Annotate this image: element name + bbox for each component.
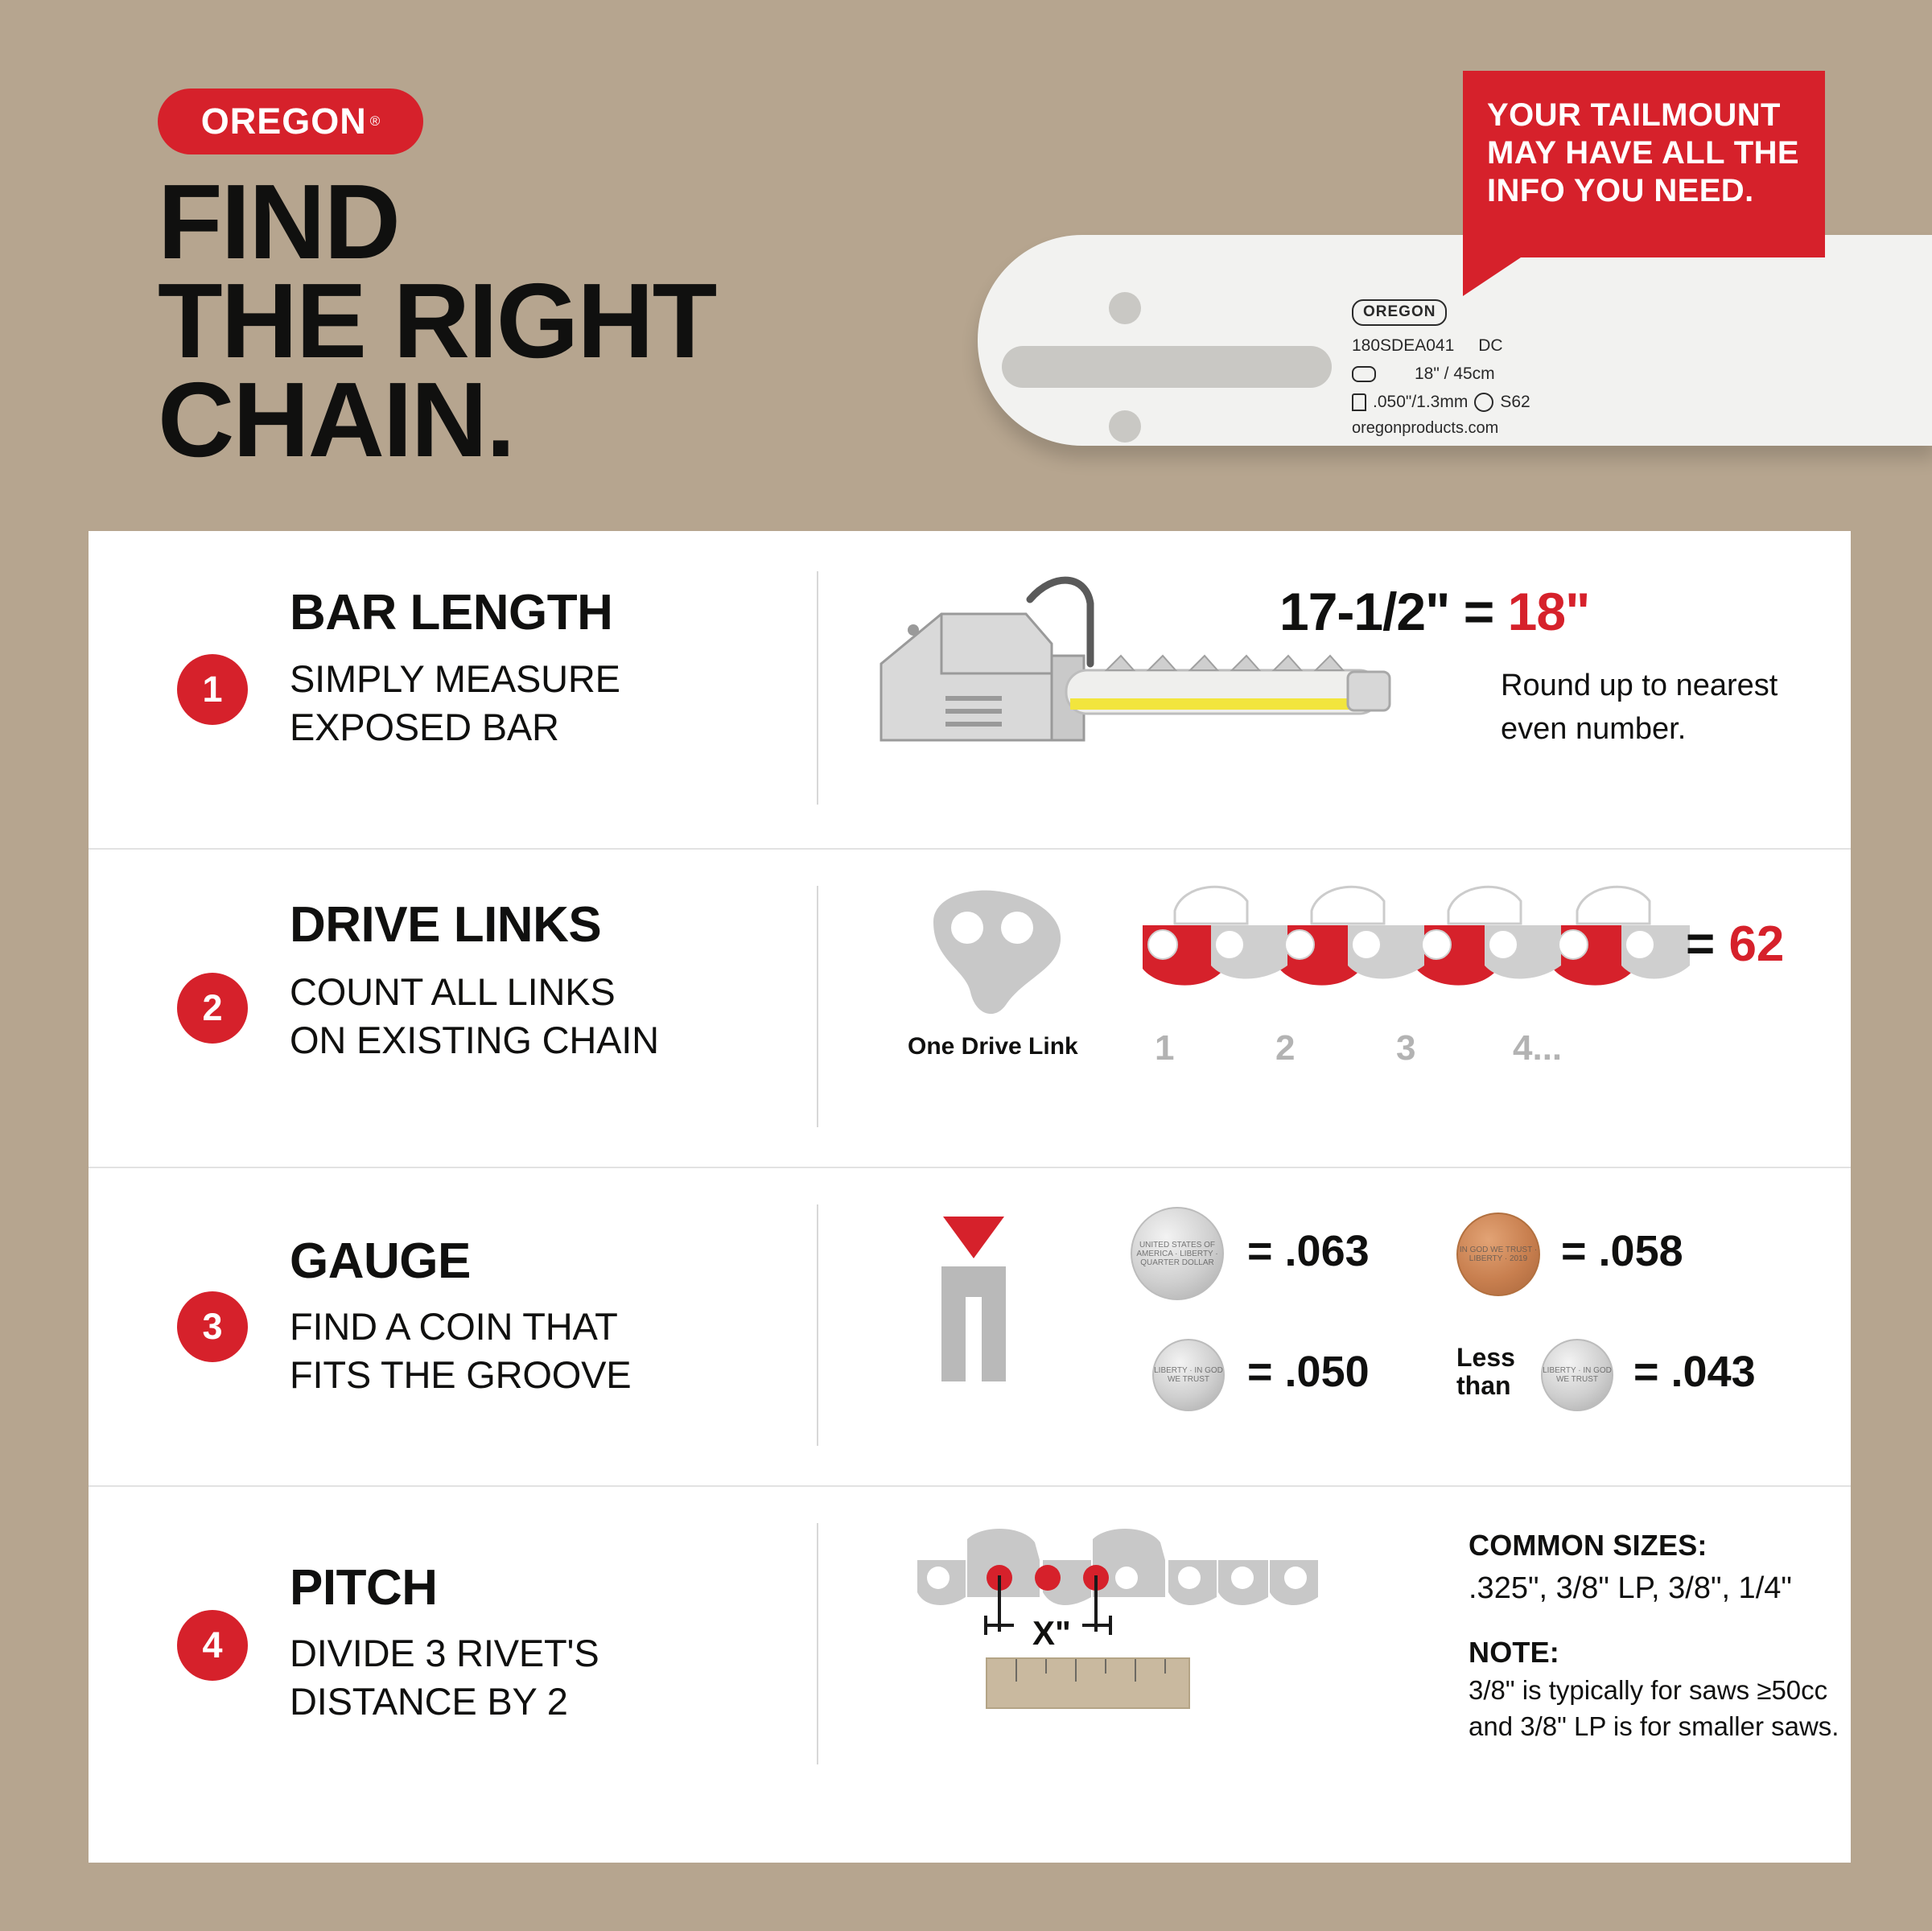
dime-small-gauge-value: = .043	[1633, 1348, 1756, 1396]
step-title: GAUGE	[290, 1233, 471, 1289]
step-row-gauge	[89, 1167, 1851, 1485]
ruler-tick	[1015, 1659, 1017, 1682]
tailmount-callout	[1463, 71, 1825, 257]
drive-link-count-1: 1	[1155, 1028, 1175, 1068]
tailmount-drive-links: S62	[1500, 392, 1530, 411]
dime-coin-icon-small	[1541, 1339, 1613, 1411]
ruler-tick	[1075, 1659, 1077, 1682]
step-number-badge: 1	[177, 654, 248, 725]
row-divider	[817, 571, 818, 805]
step-number-badge: 4	[177, 1610, 248, 1681]
drive-link-count-4: 4...	[1513, 1028, 1563, 1068]
common-sizes-title: COMMON SIZES:	[1469, 1529, 1707, 1562]
tailmount-label	[1352, 299, 1561, 440]
rounded-value: 18"	[1507, 582, 1590, 641]
drive-links-total-value: 62	[1728, 916, 1785, 972]
step-title: DRIVE LINKS	[290, 897, 602, 953]
row-divider	[817, 1204, 818, 1446]
bar-length-note-line-2: even number.	[1501, 712, 1687, 746]
step-title: BAR LENGTH	[290, 585, 613, 640]
bar-groove-icon	[925, 1208, 1054, 1402]
step-subtitle-line-1: SIMPLY MEASURE	[290, 657, 620, 700]
drive-links-total: = 62	[1686, 916, 1785, 972]
bar-length-measured	[1279, 581, 1589, 642]
pitch-x-label: X"	[1032, 1614, 1071, 1652]
chain-strip-illustration	[1127, 866, 1706, 1011]
penny-face-text: IN GOD WE TRUST · LIBERTY · 2019	[1459, 1245, 1538, 1263]
tailmount-bar-length: 18" / 45cm	[1415, 364, 1495, 383]
step-number-badge: 3	[177, 1291, 248, 1362]
row-divider	[817, 886, 818, 1127]
bar-length-note-line-1: Round up to nearest	[1501, 669, 1778, 702]
headline-line-1: FIND	[158, 163, 399, 281]
less-than-label: Less than	[1456, 1343, 1515, 1401]
tailmount-url: oregonproducts.com	[1352, 419, 1499, 438]
oregon-logo-text: OREGON	[200, 101, 367, 142]
step-subtitle-line-1: DIVIDE 3 RIVET'S	[290, 1632, 599, 1674]
pitch-measure-bracket	[978, 1575, 1243, 1648]
guide-bar-hole	[1109, 410, 1141, 443]
bar-icon	[1352, 366, 1376, 382]
header	[0, 0, 1932, 531]
callout-pointer-icon	[1463, 257, 1521, 296]
note-line-2: and 3/8" LP is for smaller saws.	[1469, 1711, 1839, 1741]
step-row-drive-links	[89, 848, 1851, 1167]
tailmount-gauge: .050"/1.3mm	[1373, 392, 1469, 411]
common-sizes-value: .325", 3/8" LP, 3/8", 1/4"	[1469, 1571, 1792, 1605]
measured-value: 17-1/2" =	[1279, 582, 1508, 641]
one-drive-link-label: One Drive Link	[908, 1033, 1078, 1060]
ruler-tick	[1045, 1659, 1047, 1674]
step-subtitle-line-2: DISTANCE BY 2	[290, 1680, 568, 1723]
oregon-logo	[158, 89, 423, 154]
page-title	[158, 163, 962, 479]
ruler-tick	[1164, 1659, 1166, 1674]
chain-icon	[1474, 393, 1493, 412]
penny-gauge-value: = .058	[1561, 1227, 1683, 1275]
step-subtitle-line-1: COUNT ALL LINKS	[290, 970, 616, 1013]
drive-link-icon	[917, 886, 1086, 1023]
headline-line-3: CHAIN.	[158, 360, 514, 479]
tailmount-callout-text: YOUR TAILMOUNT MAY HAVE ALL THE INFO YOU NEED.	[1487, 97, 1799, 209]
guide-bar-hole	[1109, 292, 1141, 324]
registered-mark-icon: ®	[369, 113, 381, 129]
dime-coin-icon	[1152, 1339, 1225, 1411]
step-row-bar-length	[89, 531, 1851, 848]
note-title: NOTE:	[1469, 1636, 1559, 1669]
step-subtitle-line-1: FIND A COIN THAT	[290, 1305, 618, 1348]
dime-face-text: LIBERTY · IN GOD WE TRUST	[1154, 1366, 1223, 1384]
step-subtitle-line-2: ON EXISTING CHAIN	[290, 1019, 659, 1061]
row-divider	[817, 1523, 818, 1764]
quarter-face-text: UNITED STATES OF AMERICA · LIBERTY · QUARTER DOLLAR	[1136, 1240, 1218, 1267]
step-subtitle-line-2: EXPOSED BAR	[290, 706, 559, 748]
steps-card	[89, 531, 1851, 1863]
step-title: PITCH	[290, 1560, 438, 1616]
step-number-badge: 2	[177, 973, 248, 1044]
guide-bar-slot	[1002, 346, 1332, 388]
gauge-icon	[1352, 393, 1366, 411]
step-row-pitch	[89, 1485, 1851, 1804]
dime-gauge-value: = .050	[1247, 1348, 1370, 1396]
step-subtitle-line-2: FITS THE GROOVE	[290, 1353, 632, 1396]
tailmount-part-number: 180SDEA041	[1352, 336, 1455, 355]
tailmount-brand: OREGON	[1352, 299, 1447, 326]
drive-link-count-3: 3	[1396, 1028, 1416, 1068]
ruler-tick	[1105, 1659, 1106, 1674]
quarter-coin-icon	[1131, 1207, 1224, 1300]
drive-link-count-2: 2	[1275, 1028, 1296, 1068]
dime-small-face-text: LIBERTY · IN GOD WE TRUST	[1543, 1366, 1612, 1384]
ruler-tick	[1135, 1659, 1136, 1682]
tailmount-code: DC	[1478, 336, 1503, 355]
headline-line-2: THE RIGHT	[158, 261, 716, 380]
note-line-1: 3/8" is typically for saws ≥50cc	[1469, 1675, 1828, 1705]
quarter-gauge-value: = .063	[1247, 1227, 1370, 1275]
penny-coin-icon	[1456, 1213, 1540, 1296]
